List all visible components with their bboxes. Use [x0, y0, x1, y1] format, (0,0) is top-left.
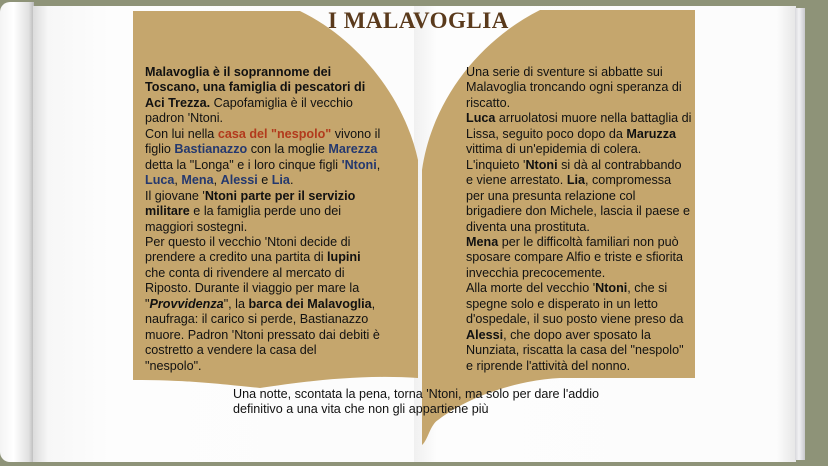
text-segment: padron 'Ntoni. — [145, 111, 224, 126]
text-line — [466, 328, 691, 343]
text-segment: riscatto. — [466, 95, 511, 110]
text-line — [145, 158, 380, 173]
highlighted-text: Alessi — [220, 173, 258, 188]
highlighted-text: militare — [145, 204, 190, 219]
text-line — [145, 80, 380, 95]
text-segment: "nespolo". — [145, 358, 202, 373]
text-line — [466, 173, 691, 188]
text-line — [466, 189, 691, 204]
text-line — [145, 111, 380, 126]
text-line — [145, 359, 380, 374]
text-segment: che conta di rivendere al mercato di — [145, 265, 345, 280]
text-line — [466, 111, 691, 126]
highlighted-text: Malavoglia è il soprannome dei — [145, 65, 332, 79]
highlighted-text: Ntoni — [525, 157, 558, 172]
text-line — [145, 142, 380, 157]
highlighted-text: Ntoni — [595, 281, 628, 296]
text-line — [145, 96, 380, 111]
text-segment: , — [213, 173, 221, 188]
text-segment: per le difficoltà familiari non può — [498, 234, 679, 249]
closing-text-line: Una notte, scontata la pena, torna 'Ntoni, ma solo per dare l'addio — [233, 387, 600, 401]
text-line — [145, 65, 380, 80]
text-segment: sposare compare Alfio e triste e sfiorita — [466, 250, 683, 265]
text-segment: costretto a vendere la casa del — [145, 343, 317, 358]
text-segment: spegne solo e disperato in un letto — [466, 296, 658, 311]
text-segment: . — [289, 173, 294, 188]
highlighted-text: Luca — [145, 173, 175, 188]
highlighted-text: Provvidenza — [149, 296, 224, 311]
highlighted-text: Lia — [566, 173, 586, 188]
text-line — [466, 297, 691, 312]
text-segment: , che dopo aver sposato la — [503, 327, 651, 342]
text-line — [466, 281, 691, 296]
highlighted-text: Aci Trezza. — [145, 95, 211, 110]
highlighted-text: Mena — [466, 234, 499, 249]
text-segment: Lissa, seguito poco dopo da — [466, 126, 627, 141]
text-segment: vivono il — [331, 126, 381, 141]
text-segment: " — [145, 296, 150, 311]
text-line — [466, 204, 691, 219]
text-line — [145, 328, 380, 343]
text-line — [145, 235, 380, 250]
highlighted-text: casa del "nespolo" — [217, 126, 332, 141]
left-text-column — [145, 65, 380, 374]
text-line — [466, 158, 691, 173]
text-line — [145, 127, 380, 142]
text-line — [466, 127, 691, 142]
text-segment: e viene arrestato. — [466, 173, 567, 188]
text-segment: Con lui nella — [145, 126, 218, 141]
text-segment: vittima di un'epidemia di colera. — [466, 142, 642, 157]
highlighted-text: Lia — [271, 173, 290, 188]
text-segment: , — [371, 296, 376, 311]
text-segment: Malavoglia troncando ogni speranza di — [466, 80, 682, 95]
highlighted-text: Alessi — [466, 327, 504, 342]
text-segment: e la famiglia perde uno dei — [189, 204, 342, 219]
text-segment: ", la — [223, 296, 249, 311]
text-segment: Nunziata, riscatta la casa del "nespolo" — [466, 343, 684, 358]
text-segment: Riposto. Durante il viaggio per mare la — [145, 281, 360, 296]
text-line — [145, 312, 380, 327]
text-segment: , compromessa — [585, 173, 672, 188]
highlighted-text: barca dei Malavoglia — [248, 296, 372, 311]
text-line — [466, 359, 691, 374]
text-segment: si dà al contrabbando — [557, 157, 682, 172]
text-segment: invecchia precocemente. — [466, 265, 606, 280]
text-segment: detta la "Longa" e i loro cinque figli — [145, 157, 342, 172]
text-segment: brigadiere don Michele, lascia il paese e — [466, 204, 691, 219]
text-segment: diventa una prostituta. — [466, 219, 590, 234]
text-segment: con la moglie — [247, 142, 329, 157]
highlighted-text: Toscano, una famiglia di pescatori di — [145, 80, 366, 95]
text-line — [466, 266, 691, 281]
text-segment: Alla morte del vecchio ' — [466, 281, 596, 296]
text-segment: prendere a credito una partita di — [145, 250, 328, 265]
text-segment: , — [376, 157, 381, 172]
text-segment: Una serie di sventure si abbatte sui — [466, 65, 663, 79]
text-segment: e — [257, 173, 272, 188]
text-line — [466, 142, 691, 157]
text-segment: , che si — [627, 281, 668, 296]
text-line — [145, 220, 380, 235]
highlighted-text: Bastianazzo — [174, 142, 248, 157]
text-line — [145, 343, 380, 358]
text-segment: Per questo il vecchio 'Ntoni decide di — [145, 234, 351, 249]
text-segment: naufraga: il carico si perde, Bastianazzo — [145, 312, 369, 327]
closing-text-line: definitivo a una vita che non gli appartiene più — [233, 402, 489, 417]
text-segment: , — [174, 173, 182, 188]
text-line — [466, 250, 691, 265]
text-segment: arruolatosi muore nella battaglia di — [495, 111, 692, 126]
text-line — [466, 235, 691, 250]
highlighted-text: Mena — [181, 173, 214, 188]
text-segment: muore. Padron 'Ntoni pressato dai debiti è — [145, 327, 380, 342]
text-line — [466, 80, 691, 95]
text-line — [145, 173, 380, 188]
text-line — [145, 281, 380, 296]
text-line — [466, 65, 691, 80]
highlighted-text: lupini — [327, 250, 361, 265]
text-segment: e riprende l'attività del nonno. — [466, 358, 631, 373]
highlighted-text: 'Ntoni — [341, 157, 377, 172]
text-segment: figlio — [145, 142, 175, 157]
text-segment: L'inquieto ' — [466, 157, 526, 172]
text-segment: d'ospedale, il suo posto viene preso da — [466, 312, 684, 327]
text-segment: Capofamiglia è il vecchio — [210, 95, 353, 110]
text-line — [145, 204, 380, 219]
closing-text — [233, 387, 599, 418]
text-segment: per una presunta relazione col — [466, 188, 636, 203]
text-line — [466, 343, 691, 358]
text-line — [145, 266, 380, 281]
text-line — [466, 96, 691, 111]
text-line — [145, 250, 380, 265]
highlighted-text: Luca — [466, 111, 496, 126]
text-segment: Il giovane ' — [145, 188, 205, 203]
text-line — [145, 297, 380, 312]
text-line — [466, 312, 691, 327]
text-segment: maggiori sostegni. — [145, 219, 248, 234]
text-line — [466, 220, 691, 235]
highlighted-text: Maruzza — [626, 126, 677, 141]
text-line — [145, 189, 380, 204]
right-text-column — [466, 65, 691, 374]
page-title: I MALAVOGLIA — [328, 8, 509, 33]
highlighted-text: Marezza — [328, 142, 378, 157]
highlighted-text: Ntoni parte per il servizio — [204, 188, 356, 203]
